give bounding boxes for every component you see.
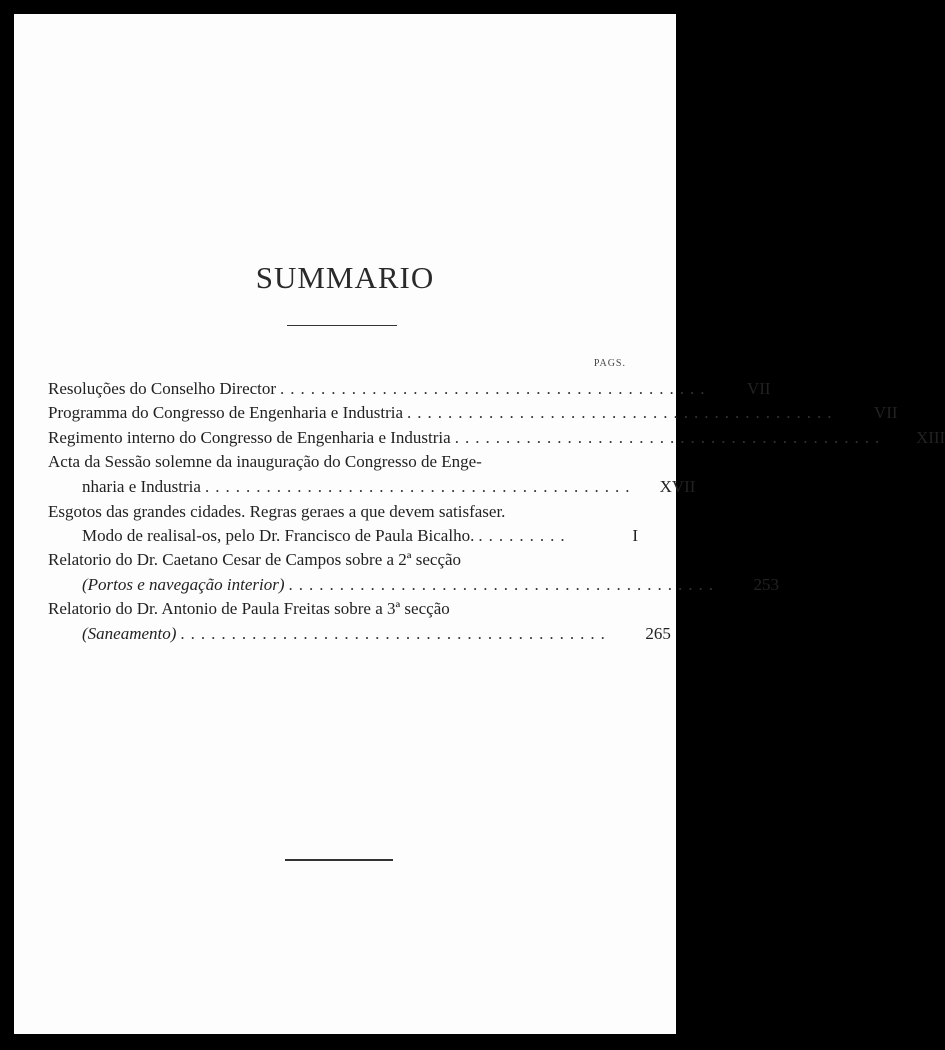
toc-entry-text: Relatorio do Dr. Caetano Cesar de Campos sobre a 2ª secção bbox=[48, 550, 462, 569]
toc-entry-text: Programma do Congresso de Engenharia e Industria bbox=[48, 403, 404, 422]
toc-entry bbox=[48, 401, 898, 425]
toc-page-number: I bbox=[632, 526, 638, 545]
toc-entry-text: nharia e Industria bbox=[82, 477, 201, 496]
toc-entry bbox=[48, 426, 945, 450]
toc-page-number: VII bbox=[873, 403, 898, 422]
toc-entry-text: Acta da Sessão solemne da inauguração do Congresso de Enge- bbox=[48, 452, 482, 471]
toc-entry bbox=[48, 622, 671, 646]
leader-dots: .......................................... bbox=[288, 575, 720, 594]
toc-page-number: XIII bbox=[915, 428, 945, 447]
toc-page-number: 265 bbox=[645, 624, 671, 643]
toc-entry-text: Regimento interno do Congresso de Engenharia e Industria bbox=[48, 428, 451, 447]
toc-entry-text: (Saneamento) bbox=[82, 624, 177, 643]
toc-entry bbox=[48, 475, 696, 499]
pages-column-header: PAGS. bbox=[593, 358, 626, 369]
toc-page-number: 253 bbox=[753, 575, 780, 594]
toc-entry-line bbox=[48, 548, 638, 572]
toc-entry-line bbox=[48, 597, 638, 621]
page-title: SUMMARIO bbox=[255, 260, 435, 295]
toc-page-number: XVII bbox=[659, 477, 696, 496]
toc-page-number: VII bbox=[746, 379, 771, 398]
toc-entry-text: Relatorio do Dr. Antonio de Paula Freitas sobre a 3ª secção bbox=[48, 599, 450, 618]
leader-dots: .......................................... bbox=[180, 624, 611, 643]
leader-dots: .......................................... bbox=[204, 477, 636, 496]
closing-divider bbox=[285, 859, 393, 861]
toc-entry-text: (Portos e navegação interior) bbox=[82, 575, 285, 594]
leader-dots: .......................................... bbox=[407, 403, 838, 422]
title-divider bbox=[287, 325, 397, 326]
toc-entry-text: Esgotos das grandes cidades. Regras geraes a que devem satisfaser. bbox=[48, 502, 506, 521]
toc-entry bbox=[48, 573, 780, 597]
toc-entry bbox=[48, 377, 771, 401]
toc-entry-line bbox=[48, 500, 638, 524]
leader-dots: ......... bbox=[478, 526, 571, 545]
toc-entry bbox=[48, 524, 638, 548]
document-page bbox=[14, 14, 945, 1034]
toc-entry-text: Modo de realisal-os, pelo Dr. Francisco de Paula Bicalho. bbox=[82, 526, 475, 545]
toc-entry-line bbox=[48, 450, 638, 474]
leader-dots: .......................................... bbox=[280, 379, 711, 398]
toc-entry-text: Resoluções do Conselho Director bbox=[48, 379, 277, 398]
leader-dots: .......................................... bbox=[454, 428, 886, 447]
